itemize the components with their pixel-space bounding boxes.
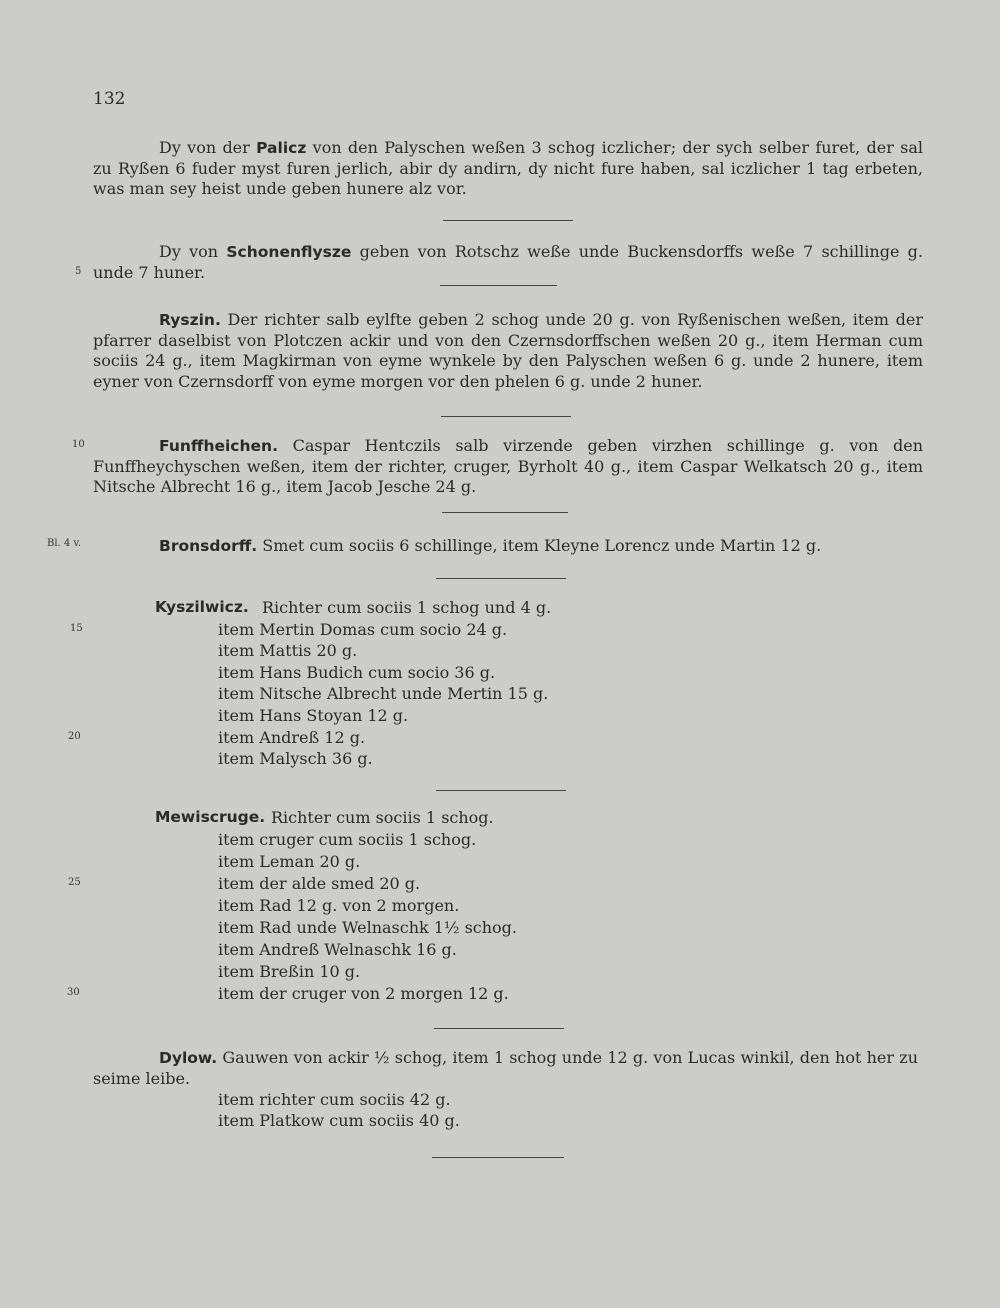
place-name-kyszilwicz: Kyszilwicz. (155, 598, 249, 616)
list-item: item Malysch 36 g. (218, 749, 373, 768)
place-name-dylow: Dylow. (159, 1049, 218, 1067)
palicz-text: von den Palyschen weßen 3 schog iczlicher; der sych selber furet, der sal zu Ryßen 6 fuder myst furen jerlich, abir dy andirn, dy nicht fure haben, sal iczlicher 1 tag erbeten, was man sey heist unde geben hunere alz vor. (93, 138, 924, 198)
place-name-bronsdorff: Bronsdorff. (159, 537, 258, 555)
funffheichen-text: Caspar Hentczils salb virzende geben virzhen schillinge g. von den Funffheychyschen weßen, item der richter, cruger, Byrholt 40 g., item Caspar Welkatsch 20 g., item Nitsche Albrecht 16 g., item Jacob Jesche 24 g. (93, 436, 923, 496)
list-item: item Hans Budich cum socio 36 g. (218, 663, 496, 682)
paragraph-bronsdorff (93, 536, 923, 557)
list-item: item Platkow cum sociis 40 g. (218, 1111, 460, 1130)
section-divider (436, 790, 566, 791)
line-number: 15 (70, 623, 83, 634)
list-item: item Andreß Welnaschk 16 g. (218, 940, 457, 959)
line-number: 5 (75, 266, 82, 277)
place-name-palicz: Palicz (256, 139, 307, 157)
list-item: item Breßin 10 g. (218, 962, 361, 981)
place-name-schonenflysze: Schonenflysze (226, 243, 352, 261)
list-item: item Mattis 20 g. (218, 641, 358, 660)
place-name-mewiscruge: Mewiscruge. (155, 808, 266, 826)
section-divider (432, 1157, 564, 1158)
paragraph-schonenflysze (93, 242, 923, 283)
list-item: item Andreß 12 g. (218, 728, 366, 747)
list-item: item Rad 12 g. von 2 morgen. (218, 896, 460, 915)
list-item: item Hans Stoyan 12 g. (218, 706, 409, 725)
list-item: item Rad unde Welnaschk 1½ schog. (218, 918, 517, 937)
list-item: item Mertin Domas cum socio 24 g. (218, 620, 508, 639)
list-item: item der alde smed 20 g. (218, 874, 421, 893)
paragraph-funffheichen (93, 436, 923, 498)
section-divider (434, 1028, 564, 1029)
line-number: 25 (68, 877, 81, 888)
list-item: item der cruger von 2 morgen 12 g. (218, 984, 509, 1003)
bronsdorff-text: Smet cum sociis 6 schillinge, item Kleyne Lorencz unde Martin 12 g. (257, 536, 822, 555)
place-name-funffheichen: Funffheichen. (159, 437, 278, 455)
palicz-pre: Dy von der (159, 138, 257, 157)
schonenflysze-pre: Dy von (159, 242, 227, 261)
folio-marker: Bl. 4 v. (47, 538, 82, 549)
place-name-ryszin: Ryszin. (159, 311, 221, 329)
dylow-text: Gauwen von ackir ½ schog, item 1 schog unde 12 g. von Lucas winkil, den hot her zu seime leibe. (93, 1048, 918, 1088)
section-divider (440, 285, 557, 286)
section-divider (436, 578, 566, 579)
paragraph-palicz (93, 138, 923, 200)
list-item: item Nitsche Albrecht unde Mertin 15 g. (218, 684, 549, 703)
mewiscruge-first-line: Richter cum sociis 1 schog. (271, 808, 494, 827)
list-item: item cruger cum sociis 1 schog. (218, 830, 477, 849)
line-number: 20 (68, 731, 81, 742)
section-divider (443, 220, 573, 221)
ryszin-text: Der richter salb eylfte geben 2 schog unde 20 g. von Ryßenischen weßen, item der pfarrer daselbist von Plotczen ackir und von den Czernsdorffschen weßen 20 g., item Herman cum sociis 24 g., item Magkirman von eyme wynkele by den Palyschen weßen 6 g. unde 2 hunere, item eyner von Czernsdorff von eyme morgen vor den phelen 6 g. unde 2 huner. (93, 310, 923, 391)
page-number: 132 (93, 89, 126, 109)
section-divider (441, 416, 571, 417)
line-number: 10 (72, 439, 85, 450)
list-item: item Leman 20 g. (218, 852, 361, 871)
schonenflysze-text: geben von Rotschz weße unde Buckensdorffs weße 7 schillinge g. unde 7 huner. (93, 242, 924, 282)
section-divider (442, 512, 568, 513)
list-item: item richter cum sociis 42 g. (218, 1090, 451, 1109)
line-number: 30 (67, 987, 80, 998)
paragraph-dylow (93, 1048, 918, 1089)
paragraph-ryszin (93, 310, 923, 392)
kyszilwicz-first-line: Richter cum sociis 1 schog und 4 g. (262, 598, 552, 617)
